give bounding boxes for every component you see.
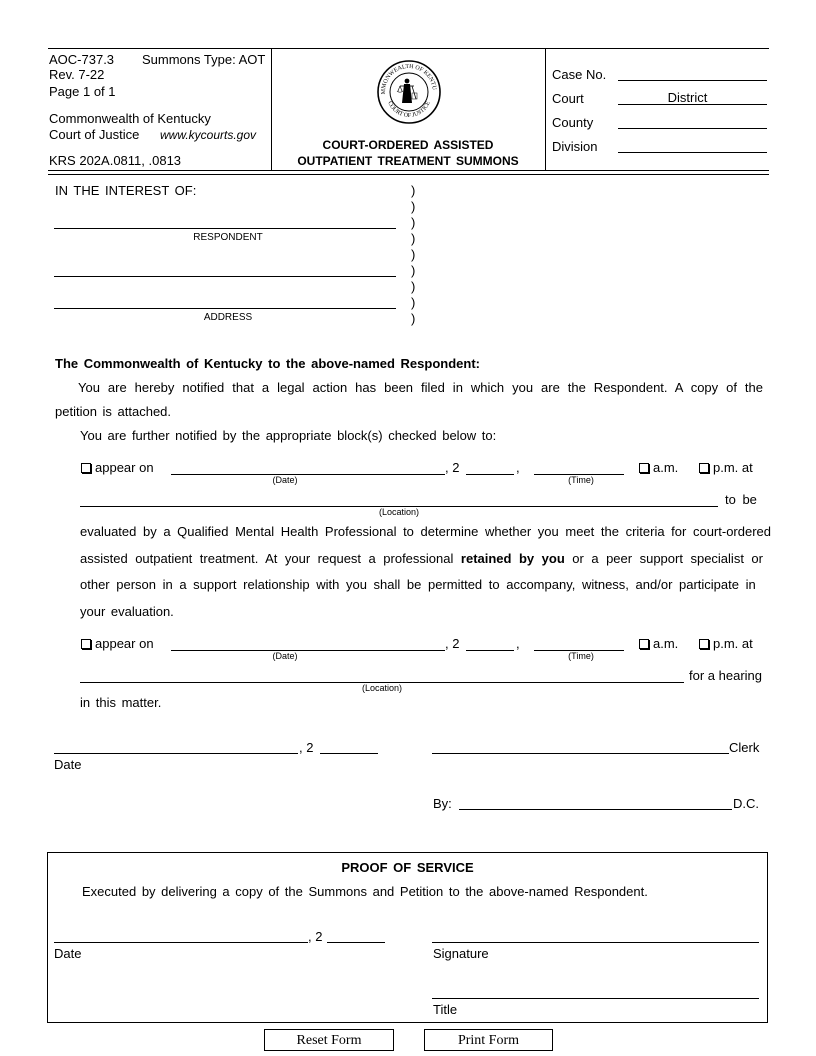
by-label: By: <box>433 796 452 811</box>
case-no-field[interactable] <box>618 80 767 81</box>
service-date-field[interactable] <box>54 942 308 943</box>
salutation: The Commonwealth of Kentucky to the above-named Respondent: <box>55 356 480 371</box>
eval-line-3: other person in a support relationship with you shall be permitted to accompany, witness, and/or participate in <box>80 577 756 592</box>
hearing-am-option <box>639 636 678 651</box>
hearing-location-label: (Location) <box>361 683 403 693</box>
evaluation-pm-checkbox[interactable] <box>699 463 709 473</box>
caption-paren: ) <box>411 311 416 326</box>
commonwealth-name: Commonwealth of Kentucky <box>49 111 211 126</box>
evaluation-date-label: (Date) <box>272 475 298 485</box>
eval-line-4: your evaluation. <box>80 604 174 619</box>
caption-paren: ) <box>411 199 416 214</box>
eval-line-2-bold: retained by you <box>460 551 565 566</box>
issue-date-label: Date <box>54 757 82 772</box>
clerk-signature-field[interactable] <box>432 753 729 754</box>
form-title-line-1: COURT-ORDERED ASSISTED <box>322 138 494 152</box>
caption-paren: ) <box>411 279 416 294</box>
court-value: District <box>667 90 708 105</box>
hearing-checkbox[interactable] <box>81 639 91 649</box>
page-count: Page 1 of 1 <box>49 84 116 99</box>
eval-line-2-post: or a peer support specialist or <box>572 551 763 566</box>
pm-at-label: p.m. at <box>713 460 753 475</box>
am-label: a.m. <box>653 636 679 651</box>
appear-on-label: appear on <box>95 636 154 651</box>
evaluation-location-label: (Location) <box>378 507 420 517</box>
court-label: Court <box>552 91 584 106</box>
evaluation-year-prefix: , 2 <box>445 460 460 475</box>
hearing-option <box>81 636 154 651</box>
issue-year-field[interactable] <box>320 753 378 754</box>
address-line-2-field[interactable] <box>54 308 396 309</box>
hearing-date-label: (Date) <box>272 651 298 661</box>
hearing-am-checkbox[interactable] <box>639 639 649 649</box>
server-signature-field[interactable] <box>432 942 759 943</box>
service-date-label: Date <box>54 946 82 961</box>
hearing-year-field[interactable] <box>466 650 514 651</box>
caption-paren: ) <box>411 183 416 198</box>
proof-of-service-title: PROOF OF SERVICE <box>341 860 474 875</box>
eval-line-2 <box>80 551 763 566</box>
evaluation-year-comma: , <box>516 460 520 475</box>
seal-icon <box>376 59 442 125</box>
eval-line-2-pre: assisted outpatient treatment. At your request a professional <box>80 551 454 566</box>
notice-line-1: You are hereby notified that a legal action has been filed in which you are the Respondent. A copy of the <box>78 380 763 395</box>
caption-paren: ) <box>411 247 416 262</box>
eval-line-1: evaluated by a Qualified Mental Health Professional to determine whether you meet the criteria for court-ordered <box>80 524 772 539</box>
evaluation-am-option <box>639 460 678 475</box>
issue-date-field[interactable] <box>54 753 298 754</box>
print-form-button[interactable]: Print Form <box>424 1029 553 1051</box>
division-field[interactable] <box>618 152 767 153</box>
address-label: ADDRESS <box>203 312 253 323</box>
am-label: a.m. <box>653 460 679 475</box>
evaluation-time-label: (Time) <box>568 475 594 485</box>
hearing-pm-option <box>699 636 753 651</box>
caption-paren: ) <box>411 295 416 310</box>
court-of-justice: Court of Justice <box>49 127 140 142</box>
header-bottom-rule-1 <box>48 170 769 171</box>
pm-at-label: p.m. at <box>713 636 753 651</box>
hearing-year-prefix: , 2 <box>445 636 460 651</box>
server-title-field[interactable] <box>432 998 759 999</box>
county-label: County <box>552 115 594 130</box>
header-divider-right <box>545 48 546 170</box>
form-revision: Rev. 7-22 <box>49 67 105 82</box>
address-line-1-field[interactable] <box>54 276 396 277</box>
hearing-pm-checkbox[interactable] <box>699 639 709 649</box>
evaluation-pm-option <box>699 460 753 475</box>
division-label: Division <box>552 139 598 154</box>
appear-on-label: appear on <box>95 460 154 475</box>
evaluation-am-checkbox[interactable] <box>639 463 649 473</box>
svg-text:COMMONWEALTH OF KENTUCKY: MMONWEALTH OF KENTU <box>380 63 437 95</box>
form-title-line-2: OUTPATIENT TREATMENT SUMMONS <box>297 154 519 168</box>
caption-paren: ) <box>411 263 416 278</box>
server-signature-label: Signature <box>433 946 489 961</box>
service-year-field[interactable] <box>327 942 385 943</box>
dc-label: D.C. <box>733 796 759 811</box>
form-number: AOC-737.3 <box>49 52 115 67</box>
evaluation-option <box>81 460 154 475</box>
issue-year-prefix: , 2 <box>299 740 314 755</box>
in-this-matter: in this matter. <box>80 695 162 710</box>
caption-paren: ) <box>411 215 416 230</box>
in-the-interest-of: IN THE INTEREST OF: <box>55 183 197 198</box>
header-top-rule <box>48 48 769 49</box>
hearing-time-label: (Time) <box>568 651 594 661</box>
respondent-label: RESPONDENT <box>193 232 263 243</box>
to-be-label: to be <box>725 492 757 507</box>
server-title-label: Title <box>433 1002 458 1017</box>
clerk-label: Clerk <box>729 740 760 755</box>
court-seal <box>376 59 442 125</box>
svg-text:COURT OF JUSTICE: COURT OF JUSTICE <box>386 100 432 120</box>
evaluation-checkbox[interactable] <box>81 463 91 473</box>
evaluation-year-field[interactable] <box>466 474 514 475</box>
deputy-clerk-signature-field[interactable] <box>459 809 732 810</box>
county-field[interactable] <box>618 128 767 129</box>
krs-citation: KRS 202A.0811, .0813 <box>49 153 182 168</box>
summons-type: Summons Type: AOT <box>142 52 266 67</box>
case-no-label: Case No. <box>552 67 607 82</box>
service-year-prefix: , 2 <box>308 929 323 944</box>
caption-paren: ) <box>411 231 416 246</box>
website: www.kycourts.gov <box>160 128 257 142</box>
notice-line-2: petition is attached. <box>55 404 172 419</box>
reset-form-button[interactable]: Reset Form <box>264 1029 394 1051</box>
header-bottom-rule-2 <box>48 174 769 175</box>
hearing-year-comma: , <box>516 636 520 651</box>
respondent-name-field[interactable] <box>54 228 396 229</box>
proof-executed-text: Executed by delivering a copy of the Summons and Petition to the above-named Respondent. <box>82 884 648 899</box>
for-hearing-label: for a hearing <box>689 668 762 683</box>
further-notice: You are further notified by the appropriate block(s) checked below to: <box>80 428 497 443</box>
